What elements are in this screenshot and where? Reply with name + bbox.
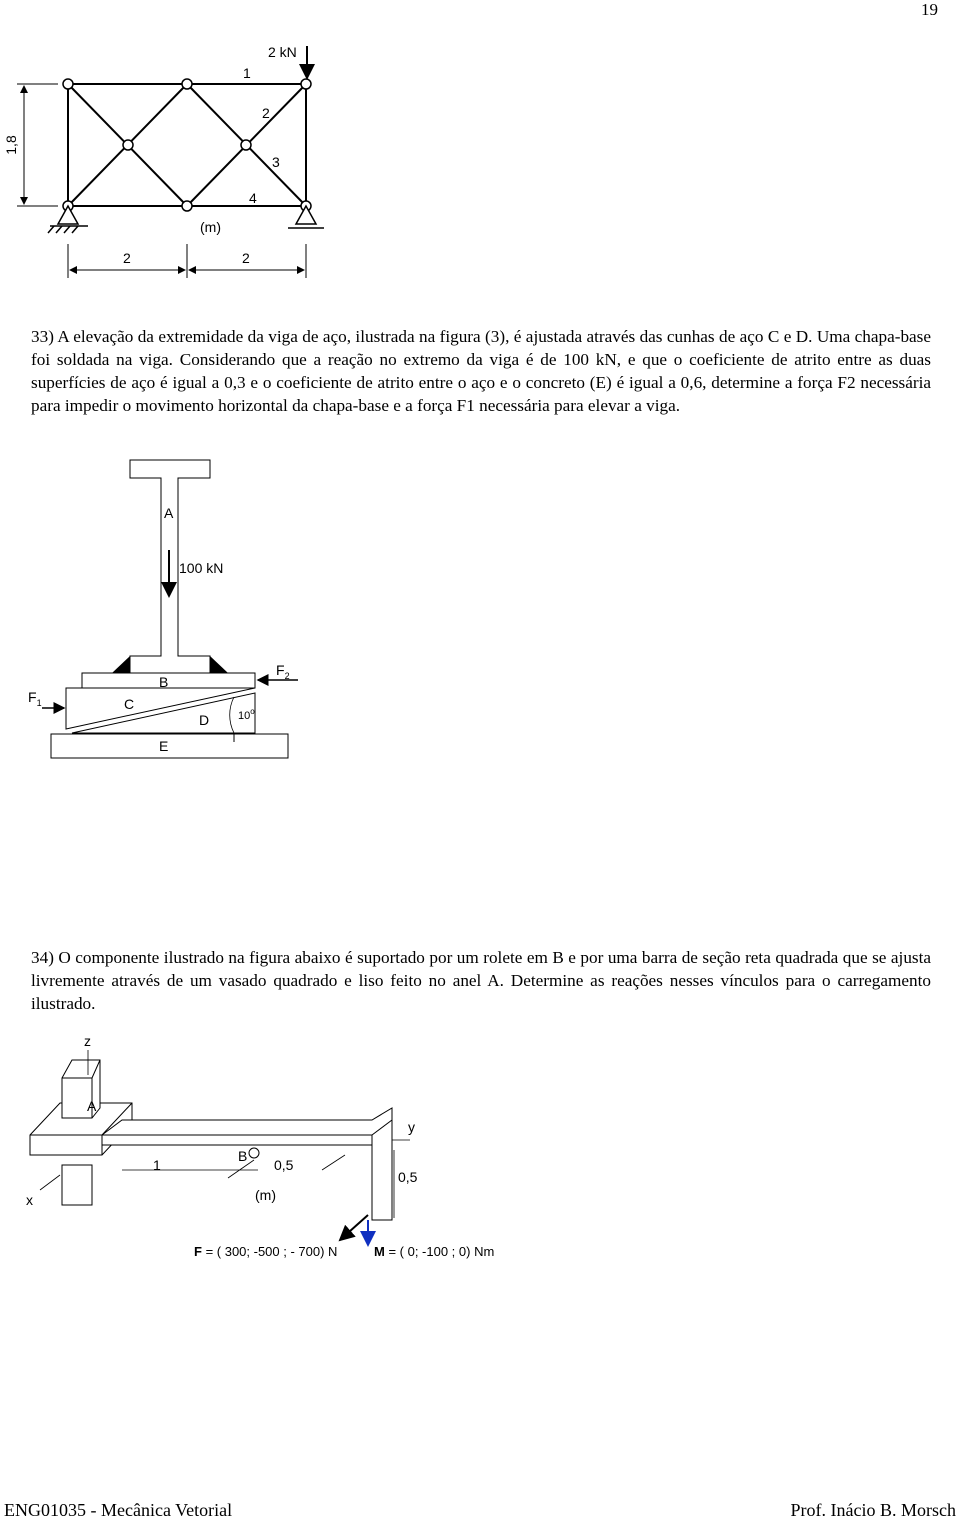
label-f1: $F_1$ (28, 689, 42, 708)
problem-34-text: 34) O componente ilustrado na figura abaixo é suportado por um rolete em B e por uma barra de seção reta quadrada que se ajusta livremente através de um vasado quadrado e liso feito no anel A. Determine as reações nesses vínculos para o carregamento ilustrado. (31, 948, 931, 1013)
unit: (m) (255, 1187, 276, 1203)
load-100kn: 100 kN (179, 560, 224, 576)
member-label-4: 4 (249, 190, 257, 206)
wedge-figure (0, 455, 960, 775)
footer-left: ENG01035 - Mecânica Vetorial (4, 1500, 233, 1520)
label-c: C (124, 696, 135, 712)
concrete-e (51, 734, 288, 758)
moment-label: M = ( 0; -100 ; 0) Nm (374, 1244, 495, 1259)
label-a: A (87, 1098, 97, 1114)
force-label: F = ( 300; -500 ; - 700) N (194, 1244, 338, 1259)
roller-support (288, 206, 324, 228)
problem-33-text: 33) A elevação da extremidade da viga de aço, ilustrada na figura (3), é ajustada através das cunhas de aço C e D. Uma chapa-base foi soldada na viga. Considerando que a reação no extremo da viga é de 100 kN, e que o coeficiente de atrito entre as duas superfícies de aço é igual a 0,3 e o coeficiente de atrito entre o aço e o concreto (E) é igual a 0,6, determine a força F2 necessária para impedir o movimento horizontal da chapa-base e a força F1 necessária para elevar a viga. (31, 327, 931, 415)
truss-figure (0, 0, 960, 290)
span-label-1: 2 (123, 250, 131, 266)
label-e: E (159, 738, 169, 754)
unit-label: (m) (200, 219, 221, 235)
label-b: B (159, 674, 169, 690)
page-number: 19 (921, 0, 938, 19)
dim-05b: 0,5 (398, 1169, 418, 1185)
base-plate (82, 673, 255, 688)
axis-z: z (84, 1033, 91, 1049)
angle-label: 10$^o$ (238, 707, 255, 722)
footer-right: Prof. Inácio B. Morsch (790, 1500, 956, 1520)
axis-x: x (26, 1192, 33, 1208)
truss-joints (63, 79, 311, 211)
label-a: A (164, 505, 174, 521)
label-f2: $F_2$ (276, 662, 290, 681)
span-label-2: 2 (242, 250, 250, 266)
label-b: B (238, 1148, 248, 1164)
member-label-2: 2 (262, 105, 270, 121)
dim-1: 1 (153, 1157, 161, 1173)
axis-y: y (408, 1119, 415, 1135)
height-label: 1,8 (3, 135, 19, 155)
pin-support (48, 206, 88, 233)
component-figure (0, 1030, 960, 1270)
truss-members (68, 84, 306, 206)
load-label: 2 kN (268, 44, 297, 60)
force-arrow (340, 1215, 368, 1240)
member-label-3: 3 (272, 154, 280, 170)
label-d: D (199, 712, 210, 728)
dim-05a: 0,5 (274, 1157, 294, 1173)
member-label-1: 1 (243, 65, 251, 81)
